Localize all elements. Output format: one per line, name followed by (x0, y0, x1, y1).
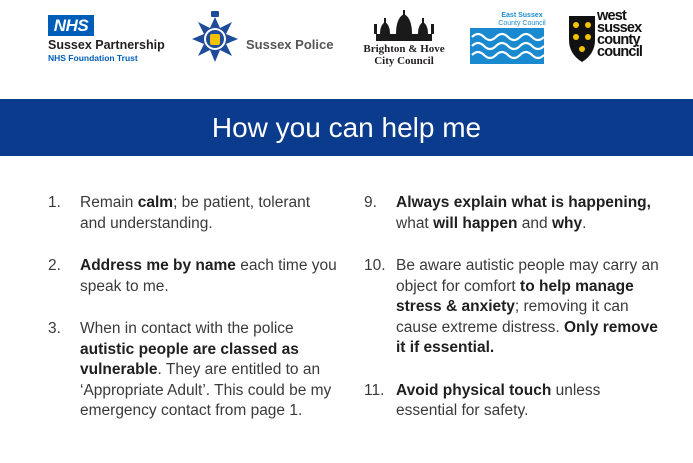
brighton-hove-name: Brighton & Hove City Council (363, 43, 445, 67)
pavilion-icon (372, 10, 436, 42)
list-item: 9. Always explain what is happening, what will happen and why. (364, 194, 651, 232)
page-title: How you can help me (0, 99, 693, 156)
left-column (48, 193, 338, 444)
right-column (364, 193, 664, 444)
item-number: 9. (364, 194, 377, 211)
nhs-partner-name: Sussex Partnership (48, 38, 165, 52)
police-name: Sussex Police (246, 37, 334, 52)
item-number: 11. (364, 381, 385, 399)
police-star-icon (190, 10, 240, 68)
item-number: 10. (364, 257, 386, 274)
east-sussex-name: East Sussex County Council (498, 12, 546, 27)
waves-icon (470, 28, 544, 64)
list-item: 11. Avoid physical touch unless essential for safety. (364, 381, 601, 419)
item-number: 1. (48, 194, 61, 211)
list-item: 10. Be aware autistic people may carry an object for comfort to help manage stress & anxiety; removing it can cause extreme distress. Only remove it if essential. (364, 257, 659, 356)
nhs-trust-name: NHS Foundation Trust (48, 53, 138, 63)
west-sussex-name: west sussex county council (597, 8, 643, 60)
list-item: 2. Address me by name each time you speak to me. (48, 257, 337, 295)
partner-logos (0, 0, 693, 96)
list-item: 1. Remain calm; be patient, tolerant and understanding. (48, 194, 311, 232)
item-number: 3. (48, 320, 61, 337)
list-item: 3. When in contact with the police autistic people are classed as vulnerable. They are entitled to an ‘Appropriate Adult’. This could be my emergency contact from page 1. (48, 320, 332, 419)
nhs-logo: NHS (48, 15, 94, 36)
west-sussex-shield-icon (567, 12, 597, 64)
item-number: 2. (48, 257, 61, 274)
